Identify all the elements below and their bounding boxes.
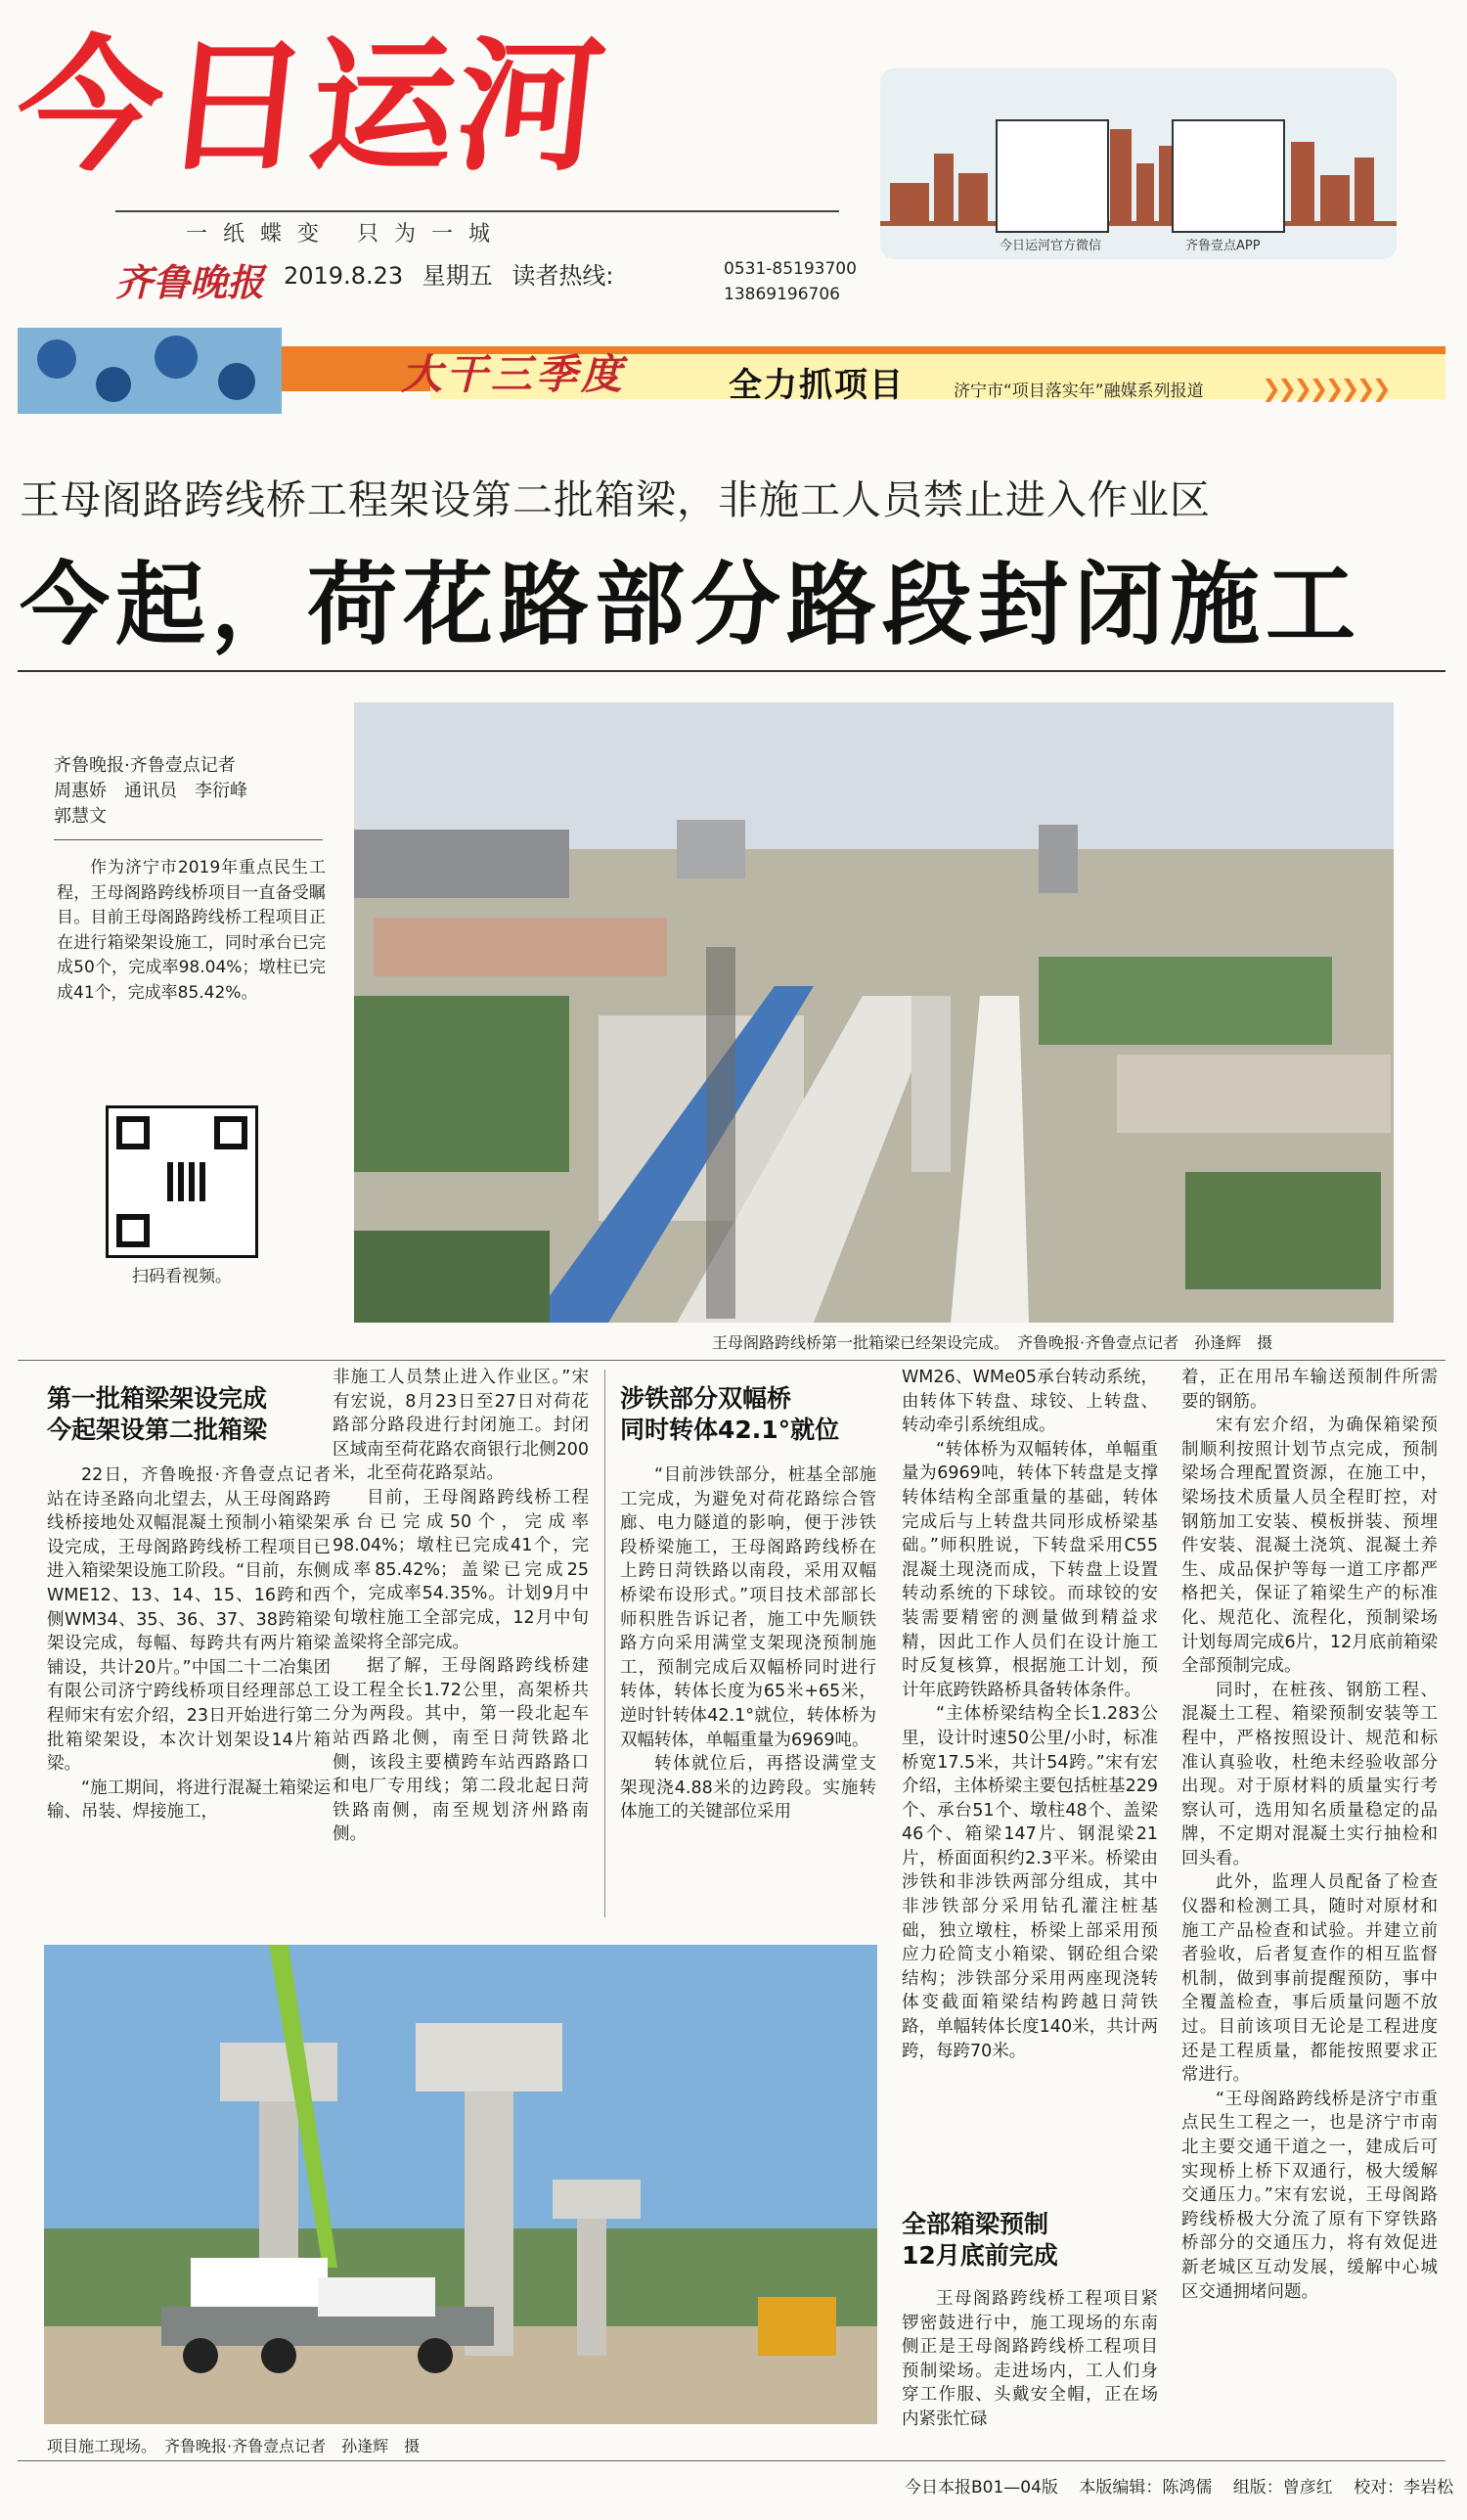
section1-heading: 第一批箱梁架设完成 今起架设第二批箱梁 xyxy=(47,1384,268,1444)
construction-site-image xyxy=(44,1945,877,2424)
photo-bridge-aerial xyxy=(354,702,1394,1323)
banner-slogan: 全力抓项目 xyxy=(729,366,905,405)
newspaper-logo: 今日运河 xyxy=(8,22,614,191)
byline-line-1: 齐鲁晚报·齐鲁壹点记者 xyxy=(54,755,236,776)
section2-heading: 涉铁部分双幅桥 同时转体42.1°就位 xyxy=(620,1384,840,1444)
headline-rule xyxy=(18,670,1445,672)
qr-code-app[interactable] xyxy=(1172,119,1285,233)
gear-icon xyxy=(96,367,131,402)
gear-icon xyxy=(155,336,198,379)
video-qr-code[interactable] xyxy=(106,1105,258,1258)
column-4-continued: 王母阁路跨线桥工程项目紧锣密鼓进行中，施工现场的东南侧正是王母阁路跨线桥工程项目预制梁场。走进场内，工人们身穿工作服、头戴安全帽，正在场内紧张忙碌 xyxy=(902,2289,1158,2429)
issue-date xyxy=(284,256,614,291)
column-1: 22日，齐鲁晚报·齐鲁壹点记者站在诗圣路向北望去，从王母阁路跨线桥接地处双幅混凝土预制小箱梁架设完成，王母阁路跨线桥工程项目已进入箱梁架设施工阶段。“目前，东侧WME12、13、14、15、16跨和西侧WM34、35、36、37、38跨箱梁架设完成，每幅、每跨共有两片箱梁铺设，共计20片。”中国二十二冶集团有限公司济宁跨线桥项目经理部总工程师宋有宏介绍，23日开始进行第二批箱梁架设，本次计划架设14片箱梁。 “施工期间，将进行混凝土箱梁运输、吊装、焊接施工， xyxy=(47,1465,331,1822)
skyline-base xyxy=(880,221,1397,226)
footer-rule xyxy=(18,2460,1445,2461)
article-subtitle: 王母阁路跨线桥工程架设第二批箱梁，非施工人员禁止进入作业区 xyxy=(20,476,1211,523)
lead-paragraph: 作为济宁市2019年重点民生工程，王母阁路跨线桥项目一直备受瞩目。目前王母阁路跨线桥工程项目正在进行箱梁架设施工，同时承台已完成50个，完成率98.04%；墩柱已完成41个，完成率85.42%。 xyxy=(57,858,326,1003)
footer-editor: 本版编辑：陈鸿儒 xyxy=(1079,2478,1213,2498)
skyline-shape xyxy=(958,173,988,222)
date: 2019.8.23 xyxy=(284,262,404,290)
qr-code-wechat[interactable] xyxy=(996,119,1109,233)
column-5: 着，正在用吊车输送预制件所需要的钢筋。 宋有宏介绍，为确保箱梁预制顺利按照计划节点完成，预制梁场合理配置资源，在施工中，梁场技术质量人员全程盯控，对钢筋加工安装、模板拼装、预埋件安装、混凝土浇筑、混凝土养生、成品保护等每一道工序都严格把关，保证了箱梁生产的标准化、规范化、流程化，预制梁场计划每周完成6片，12月底前箱梁全部预制完成。 同时，在桩孩、钢筋工程、混凝土工程、箱梁预制安装等工程中，严格按照设计、规范和标准认真验收，杜绝未经验收部分出现。对于原材料的质量实行考察认可，选用知名质量稳定的品牌，不定期对混凝土实行抽检和回头看。 此外，监理人员配备了检查仪器和检测工具，随时对原材和施工产品检查和试验。并建立前者验收，后者复查作的相互监督机制，做到事前提醒预防，事中全覆盖检查，事后质量问题不放过。目前该项目无论是工程进度还是工程质量，都能按照要求正常进行。 “王母阁路跨线桥是济宁市重点民生工程之一，也是济宁市南北主要交通干道之一，建成后可实现桥上桥下双通行，极大缓解交通压力。”宋有宏说，王母阁路跨线桥极大分流了原有下穿铁路桥部分的交通压力，将有效促进新老城区互动发展，缓解中心城区交通拥堵问题。 xyxy=(1181,1368,1438,2302)
banner-series: 济宁市“项目落实年”融媒系列报道 xyxy=(954,382,1204,401)
skyline-shape xyxy=(890,183,929,222)
qr-label-app: 齐鲁壹点APP xyxy=(1185,239,1261,253)
qr-label-wechat: 今日运河官方微信 xyxy=(1000,239,1102,253)
footer-layout: 组版：曾彦红 xyxy=(1232,2478,1333,2498)
slogan: 一纸蝶变 只为一城 xyxy=(186,222,506,247)
section3-heading: 全部箱梁预制 12月底前完成 xyxy=(902,2210,1058,2270)
banner-title: 大干三季度 xyxy=(401,350,627,398)
aerial-construction-image xyxy=(354,702,1394,1323)
skyline-shape xyxy=(1291,142,1314,222)
column-3: “目前涉铁部分，桩基全部施工完成，为避免对荷花路综合管廊、电力隧道的影响，便于涉铁段桥梁施工，王母阁路跨线桥在上跨日菏铁路以南段，采用双幅桥梁布设形式。”项目技术部部长师积胜告诉记者，施工中先顺铁路方向采用满堂支架现浇预制施工，预制完成后双幅桥同时进行转体，转体长度为65米+65米，逆时针转体42.1°就位，转体桥为双幅转体，单幅重量为6969吨。 转体就位后，再搭设满堂支架现浇4.88米的边跨段。实施转体施工的关键部位采用 xyxy=(620,1465,876,1822)
photo2-caption: 项目施工现场。 齐鲁晚报·齐鲁壹点记者 孙逢辉 摄 xyxy=(47,2437,421,2455)
skyline-shape xyxy=(1320,175,1350,222)
hotline-numbers xyxy=(724,256,857,307)
skyline-shape xyxy=(1355,158,1374,222)
qr-finder xyxy=(116,1214,150,1247)
gear-icon xyxy=(218,363,255,400)
banner-icon-strip xyxy=(18,328,282,414)
skyline-shape xyxy=(934,154,954,222)
qr-finder xyxy=(116,1116,150,1149)
paper-name: 齐鲁晚报 xyxy=(115,260,265,304)
qr-panel xyxy=(880,68,1397,259)
qr-modules xyxy=(167,1162,206,1201)
photo-rule xyxy=(18,1360,1445,1361)
column-4: WM26、WMe05承台转动系统，由转体下转盘、球铰、上转盘、转动牵引系统组成。 “转体桥为双幅转体，单幅重量为6969吨，转体下转盘是支撑转体结构全部重量的基础，转体完成后与上转盘共同形成桥梁基础。”师积胜说，下转盘采用C55混凝土现浇而成，下转盘上设置转动系统的下球铰。而球铰的安装需要精密的测量做到精益求精，因此工作人员们在设计施工时反复核算，根据施工计划，预计年底跨铁路桥具备转体条件。 “主体桥梁结构全长1.283公里，设计时速50公里/小时，标准桥宽17.5米，共计54跨。”宋有宏介绍，主体桥梁主要包括桩基229个、承台51个、墩柱48个、盖梁46个、箱梁147片、钢混梁21片，桥面面积约2.3平米。桥梁由涉铁和非涉铁两部分组成，其中非涉铁部分采用钻孔灌注桩基础，独立墩柱，桥梁上部采用预应力砼简支小箱梁、钢砼组合梁结构；涉铁部分采用两座现浇转体变截面箱梁结构跨越日菏铁路，单幅转体长度140米，共计两跨，每跨70米。 xyxy=(902,1368,1158,2061)
skyline-shape xyxy=(1110,129,1132,222)
slogan-divider xyxy=(115,210,839,212)
hotline-number-1: 0531-85193700 xyxy=(724,259,857,279)
gear-icon xyxy=(37,339,76,379)
byline xyxy=(54,753,337,830)
hotline-number-2: 13869196706 xyxy=(724,285,840,304)
photo1-caption: 王母阁路跨线桥第一批箱梁已经架设完成。 齐鲁晚报·齐鲁壹点记者 孙逢辉 摄 xyxy=(712,1333,1273,1352)
footer-credits xyxy=(905,2473,1453,2498)
article-title: 今起，荷花路部分路段封闭施工 xyxy=(20,553,1362,657)
chevrons-icon: ❯❯❯❯❯❯❯❯ xyxy=(1262,375,1388,402)
byline-line-2: 周惠娇 通讯员 李衍峰 xyxy=(54,781,247,801)
qr-finder xyxy=(214,1116,247,1149)
skyline-shape xyxy=(1136,163,1154,222)
weekday: 星期五 xyxy=(422,262,493,290)
qr-caption: 扫码看视频。 xyxy=(132,1267,232,1286)
hotline-label: 读者热线: xyxy=(511,262,614,290)
footer-page: 今日本报B01—04版 xyxy=(905,2478,1058,2498)
byline-divider xyxy=(54,839,323,840)
column-2: 非施工人员禁止进入作业区。”宋有宏说，8月23日至27日对荷花路部分路段进行封闭施工。封闭区域南至荷花路农商银行北侧200米，北至荷花路泵站。 目前，王母阁路跨线桥工程承台已完成50个，完成率98.04%；墩柱已完成41个，完成率85.42%；盖梁已完成25个，完成率54.35%。计划9月中旬墩柱施工全部完成，12月中旬盖梁将全部完成。 据了解，王母阁路跨线桥建设工程全长1.72公里，高架桥共分为两段。其中，第一段北起车站西路北侧，南至日菏铁路北侧，该段主要横跨车站西路路口和电厂专用线；第二段北起日菏铁路南侧，南至规划济州路南侧。 xyxy=(333,1368,589,1845)
photo-construction-site xyxy=(44,1945,877,2424)
byline-line-3: 郭慧文 xyxy=(54,806,107,827)
column-divider xyxy=(604,1370,605,1917)
footer-proof: 校对：李岩松 xyxy=(1354,2478,1454,2498)
